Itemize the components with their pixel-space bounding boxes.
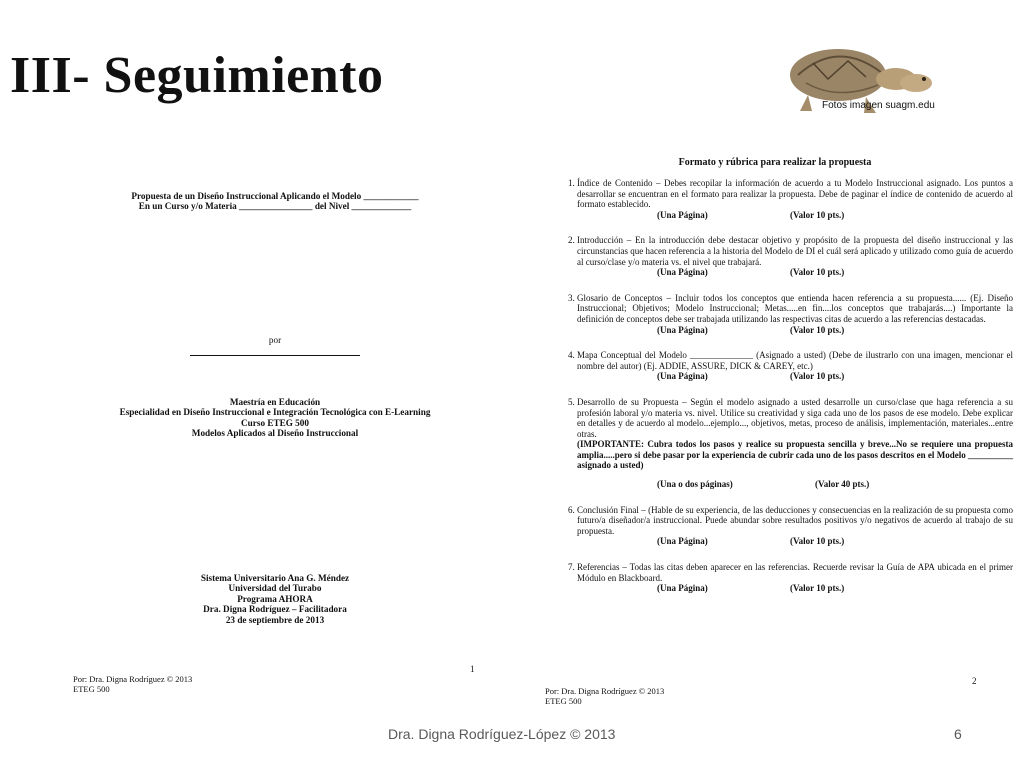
- program-block: [100, 397, 450, 439]
- rubric-item-value: (Valor 10 pts.): [790, 267, 845, 278]
- institution-line: Programa AHORA: [237, 593, 313, 604]
- rubric-item: [577, 235, 1013, 277]
- rubric-item-text: Desarrollo de su Propuesta – Según el modelo asignado a usted desarrolle un curso/clase que haga referencia a su profesión laboral y/o materia vs. nivel. Utilice su creatividad y siga cada uno de los pasos de ese modelo. Debe explicar en detalles y de acuerdo al modelo...ejemplo..., objetivos, metas, proceso de análisis, implementación, materiales...entre otras.: [577, 396, 1013, 439]
- left-footer-line-1: Por: Dra. Digna Rodríguez © 2013: [73, 674, 193, 684]
- rubric-item-text: Glosario de Conceptos – Incluir todos los conceptos que entienda hacen referencia a su propuesta...... (Ej. Diseño Instruccional; Objetivos; Modelo Instruccional; Metas.....en fin....los conceptos que trabajarás....) Importante la definición de conceptos debe ser trabajada utilizando las respectivas citas de acuerdo a las referencias destacadas.: [577, 292, 1013, 324]
- rubric-item-pages: (Una Página): [657, 371, 708, 382]
- por-label: por: [268, 335, 282, 345]
- program-line: Curso ETEG 500: [241, 417, 309, 428]
- left-page-number: 1: [470, 664, 475, 674]
- right-page-number: 2: [972, 676, 977, 686]
- rubric-item: [577, 562, 1013, 594]
- rubric-item: [577, 397, 1013, 490]
- left-page-footer: [73, 674, 193, 694]
- rubric-item-pages: (Una Página): [657, 267, 708, 278]
- slide-title: III- Seguimiento: [10, 47, 384, 104]
- rubric-item-value: (Valor 10 pts.): [790, 583, 845, 594]
- rubric-item-pages: (Una Página): [657, 583, 708, 594]
- right-footer-line-1: Por: Dra. Digna Rodríguez © 2013: [545, 686, 665, 696]
- institution-line: Dra. Digna Rodríguez – Facilitadora: [203, 604, 347, 615]
- footer-credit: Dra. Digna Rodríguez-López © 2013: [388, 726, 616, 742]
- rubric-item-text: Referencias – Todas las citas deben aparecer en las referencias. Recuerde revisar la Guía de APA ubicada en el primer Módulo en Blackboard.: [577, 562, 1013, 583]
- rubric-item: [577, 293, 1013, 335]
- rubric-item: [577, 178, 1013, 220]
- rubric-list: [545, 178, 1013, 609]
- rubric-item: [577, 350, 1013, 382]
- slide-number: 6: [954, 726, 962, 742]
- proposal-header: [110, 191, 440, 212]
- rubric-item-text: Índice de Contenido – Debes recopilar la información de acuerdo a tu Modelo Instruccional asignado. Los puntos a desarrollar se encuentran en el formato para realizar la propuesta. Debe de paginar el índice de contenido de acuerdo al formato establecido.: [577, 178, 1013, 210]
- rubric-item-pages: (Una Página): [657, 209, 708, 220]
- rubric-item-value: (Valor 10 pts.): [790, 371, 845, 382]
- author-signature-line: [190, 355, 360, 356]
- rubric-heading: Formato y rúbrica para realizar la propuesta: [678, 157, 872, 168]
- rubric-item-important: (IMPORTANTE: Cubra todos los pasos y realice su propuesta sencilla y breve...No se requiere una propuesta amplia.....pero si debe pasar por la experiencia de cubrir cada uno de los pasos descritos en el Modelo __________ asignado a usted): [577, 439, 1013, 471]
- photo-caption: Fotos imagen suagm.edu: [822, 100, 935, 111]
- program-line: Especialidad en Diseño Instruccional e Integración Tecnológica con E-Learning: [119, 407, 431, 418]
- proposal-header-line-1: Propuesta de un Diseño Instruccional Aplicando el Modelo ____________: [131, 191, 419, 201]
- institution-line: Sistema Universitario Ana G. Méndez: [200, 573, 350, 583]
- proposal-header-line-2: En un Curso y/o Materia ________________ del Nivel _____________: [138, 201, 412, 212]
- rubric-item-value: (Valor 10 pts.): [790, 209, 845, 220]
- por-block: [190, 335, 360, 356]
- rubric-item-pages: (Una Página): [657, 324, 708, 335]
- rubric-item-value: (Valor 10 pts.): [790, 324, 845, 335]
- rubric-item: [577, 505, 1013, 547]
- rubric-item-text: Mapa Conceptual del Modelo ______________ (Asignado a usted) (Debe de ilustrarlo con una imagen, mencionar el nombre del autor) (Ej. ADDIE, ASSURE, DICK & CAREY, etc.): [577, 350, 1013, 371]
- institution-block: [170, 573, 380, 625]
- rubric-item-text: Conclusión Final – (Hable de su experiencia, de las deducciones y consecuencias en la realización de su propuesta como futuro/a diseñador/a instruccional. Puede abundar sobre resultados positivos y/o negativos de acuerdo al trabajo de su propuesta.: [577, 504, 1013, 536]
- institution-line: 23 de septiembre de 2013: [225, 614, 325, 625]
- rubric-item-text: Introducción – En la introducción debe destacar objetivo y propósito de la propuesta del diseño instruccional y las circunstancias que hacen referencia a la historia del Modelo de DI el cuál será aplicado y utilizado como guía de acuerdo al curso/clase y/o materia vs. el nivel que trabajará.: [577, 235, 1013, 267]
- rubric-item-value: (Valor 10 pts.): [790, 536, 845, 547]
- rubric-item-pages: (Una o dos páginas): [657, 479, 733, 490]
- right-footer-line-2: ETEG 500: [545, 696, 582, 706]
- rubric-item-pages: (Una Página): [657, 536, 708, 547]
- left-footer-line-2: ETEG 500: [73, 684, 110, 694]
- rubric-item-value: (Valor 40 pts.): [815, 479, 870, 490]
- institution-line: Universidad del Turabo: [228, 583, 322, 594]
- right-page-footer: [545, 686, 695, 706]
- program-line: Modelos Aplicados al Diseño Instruccional: [191, 428, 359, 439]
- program-line: Maestría en Educación: [229, 397, 321, 407]
